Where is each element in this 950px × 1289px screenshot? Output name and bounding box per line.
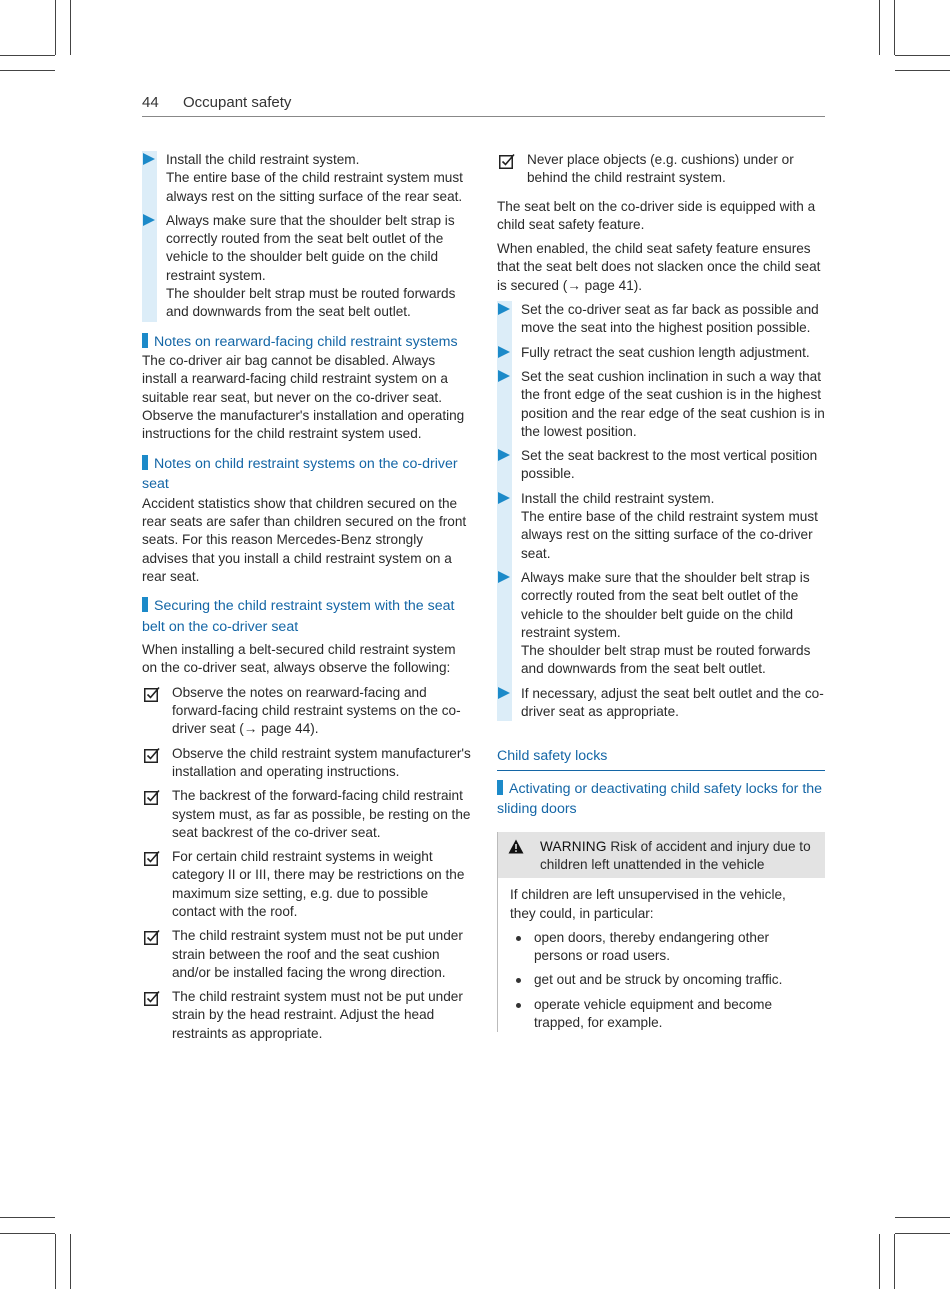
heading-marker [142,333,148,348]
arrow-right-icon [143,153,155,165]
warning-intro: If children are left unsupervised in the vehicle, they could, in particular: [510,887,786,921]
list-item: Observe the child restraint system manufacturer's installation and operating instructions. [142,745,472,782]
checkbox-checked-icon [144,789,160,805]
list-item: Install the child restraint system. The entire base of the child restraint system must always rest on the sitting surface of the co-driver seat. [497,490,825,563]
page-header [142,94,825,117]
checkbox-checked-icon [144,929,160,945]
list-item: Always make sure that the shoulder belt strap is correctly routed from the seat belt outlet of the vehicle to the shoulder belt guide on the child restraint system. The shoulder belt strap must be routed forwards and downwards from the seat belt outlet. [142,212,472,322]
paragraph: When enabled, the child seat safety feature ensures that the seat belt does not slacken once the child seat is secured (→ page 41). [497,241,821,293]
warning-box [497,832,825,1033]
checkbox-checked-icon [144,850,160,866]
arrow-right-icon [498,303,510,315]
checkbox-checked-icon [144,990,160,1006]
left-column [142,151,472,1049]
page-number: 44 [142,94,159,111]
list-item: Set the seat backrest to the most vertical position possible. [497,447,825,484]
list-item: For certain child restraint systems in weight category II or III, there may be restrictions on the maximum size setting, e.g. due to possible contact with the roof. [142,848,472,921]
list-item: Always make sure that the shoulder belt strap is correctly routed from the seat belt outlet of the vehicle to the shoulder belt guide on the child restraint system. The shoulder belt strap must be routed forwards and downwards from the seat belt outlet. [497,569,825,679]
heading-marker [497,780,503,795]
checkbox-checked-icon [144,747,160,763]
list-item: get out and be struck by oncoming traffic. [510,971,815,989]
arrow-right-icon [498,346,510,358]
bullet-icon [516,1003,521,1008]
paragraph: The seat belt on the co-driver side is equipped with a child seat safety feature. [497,198,816,232]
checkbox-checked-icon [499,153,515,169]
page-title: Occupant safety [183,94,292,111]
bullet-icon [516,936,521,941]
checklist [497,151,825,188]
warning-title: Risk of accident and injury due to children left unattended in the vehicle [540,838,811,872]
section-heading: Notes on rearward-facing child restraint systems [142,332,472,353]
bullet-list [510,929,815,1032]
arrow-right-icon [498,571,510,583]
list-item: The child restraint system must not be put under strain between the roof and the seat cushion and/or be installed facing the wrong direction. [142,927,472,982]
list-item: Set the co-driver seat as far back as possible and move the seat into the highest position possible. [497,301,825,338]
step-list [142,151,472,322]
warning-header [498,832,825,879]
list-item: Set the seat cushion inclination in such a way that the front edge of the seat cushion is in the highest position and the rear edge of the seat cushion is in the lowest position. [497,368,825,441]
warning-body [498,878,825,1032]
list-item: open doors, thereby endangering other persons or road users. [510,929,815,966]
checklist [142,684,472,1043]
warning-label: WARNING [540,838,607,854]
section-heading: Securing the child restraint system with the seat belt on the co-driver seat [142,598,455,635]
arrow-right-icon [498,492,510,504]
list-item: operate vehicle equipment and become trapped, for example. [510,996,815,1033]
warning-triangle-icon [508,839,524,854]
list-item: Observe the notes on rearward-facing and forward-facing child restraint systems on the co-driver seat (→ page 44). [142,684,472,739]
arrow-right-icon [498,370,510,382]
heading-marker [142,597,148,612]
arrow-right-icon [143,214,155,226]
chapter-heading: Child safety locks [497,747,825,770]
heading-marker [142,455,148,470]
paragraph: When installing a belt-secured child restraint system on the co-driver seat, always observe the following: [142,642,456,676]
arrow-right-icon [498,449,510,461]
list-item: Never place objects (e.g. cushions) under or behind the child restraint system. [497,151,825,188]
list-item: The backrest of the forward-facing child restraint system must, as far as possible, be resting on the seat backrest of the co-driver seat. [142,787,472,842]
list-item: If necessary, adjust the seat belt outlet and the co-driver seat as appropriate. [497,685,825,722]
list-item: Install the child restraint system. The entire base of the child restraint system must always rest on the sitting surface of the rear seat. [142,151,472,206]
bullet-icon [516,978,521,983]
step-list [497,301,825,721]
section-heading: Activating or deactivating child safety locks for the sliding doors [497,780,823,818]
list-item: Fully retract the seat cushion length adjustment. [497,344,825,362]
paragraph: Accident statistics show that children secured on the rear seats are safer than children secured on the front seats. For this reason Mercedes-Benz strongly advises that you install a child restraint system on a rear seat. [142,495,467,584]
arrow-right-icon [498,687,510,699]
right-column [497,151,825,1038]
paragraph: The co-driver air bag cannot be disabled. Always install a rearward-facing child restraint system on a suitable rear seat, but never on the co-driver seat. Observe the manufacturer's installation and operating instructions for the child restraint system used. [142,353,465,442]
checkbox-checked-icon [144,686,160,702]
section-heading: Notes on child restraint systems on the co-driver seat [142,455,458,493]
list-item: The child restraint system must not be put under strain by the head restraint. Adjust the head restraints as appropriate. [142,988,472,1043]
